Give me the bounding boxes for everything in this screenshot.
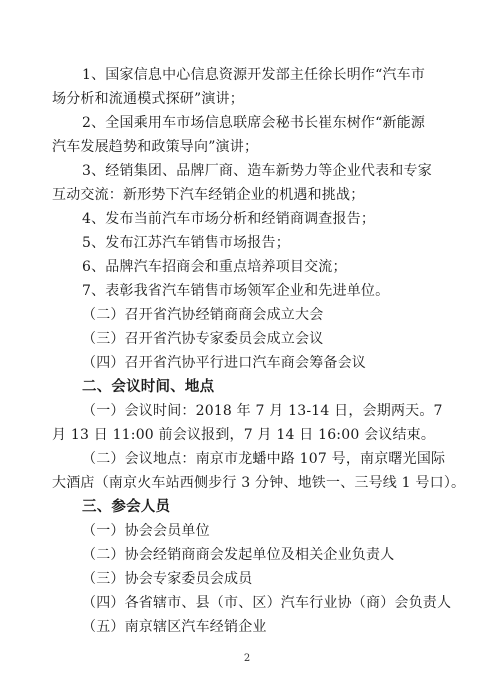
item-7: 7、表彰我省汽车销售市场领军企业和先进单位。 — [82, 283, 390, 299]
attendee-5: （五）南京辖区汽车经销企业 — [82, 619, 267, 635]
subsection-3: （三）召开省汽协专家委员会成立会议 — [82, 331, 324, 347]
subsection-2: （二）召开省汽协经销商商会成立大会 — [82, 307, 324, 323]
page-number: 2 — [243, 653, 251, 664]
section-heading-time-place: 二、会议时间、地点 — [82, 379, 215, 395]
meeting-time-line-1: （一）会议时间：2018 年 7 月 13-14 日，会期两天。7 — [82, 403, 443, 419]
attendee-4: （四）各省辖市、县（市、区）汽车行业协（商）会负责人 — [82, 595, 452, 611]
item-6: 6、品牌汽车招商会和重点培养项目交流； — [82, 259, 347, 275]
item-2-line-1: 2、全国乘用车市场信息联席会秘书长崔东树作“新能源 — [82, 115, 426, 131]
meeting-time-line-2: 月 13 日 11:00 前会议报到，7 月 14 日 16:00 会议结束。 — [52, 427, 436, 443]
item-1-line-1: 1、国家信息中心信息资源开发部主任徐长明作“汽车市 — [82, 67, 426, 83]
subsection-4: （四）召开省汽协平行进口汽车商会筹备会议 — [82, 355, 366, 371]
item-4: 4、发布当前汽车市场分析和经销商调查报告； — [82, 211, 376, 227]
attendee-1: （一）协会会员单位 — [82, 523, 210, 539]
item-3-line-1: 3、经销集团、品牌厂商、造车新势力等企业代表和专家 — [82, 163, 432, 179]
attendee-3: （三）协会专家委员会成员 — [82, 571, 253, 587]
item-1-line-2: 场分析和流通模式探研”演讲； — [52, 91, 244, 107]
section-heading-attendees: 三、参会人员 — [82, 499, 171, 515]
item-2-line-2: 汽车发展趋势和政策导向”演讲； — [52, 139, 259, 155]
item-5: 5、发布江苏汽车销售市场报告； — [82, 235, 290, 251]
meeting-place-line-2: 大酒店（南京火车站西侧步行 3 分钟、地铁一、三号线 1 号口）。 — [52, 475, 466, 491]
meeting-place-line-1: （二）会议地点：南京市龙蟠中路 107 号，南京曙光国际 — [82, 451, 446, 467]
attendee-2: （二）协会经销商商会发起单位及相关企业负责人 — [82, 547, 395, 563]
item-3-line-2: 互动交流：新形势下汽车经销企业的机遇和挑战； — [52, 187, 365, 203]
